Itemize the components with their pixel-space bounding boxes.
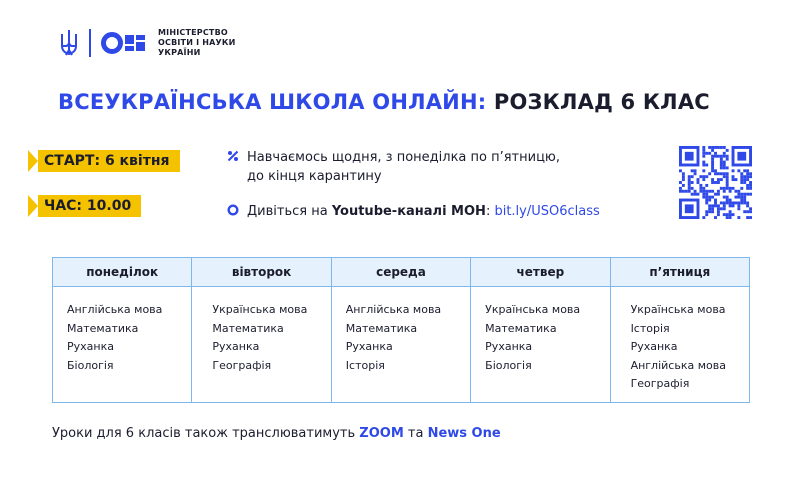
lessons-thursday [471,287,610,403]
watch-info: Дивіться на Youtube-каналі МОН: bit.ly/USO6class [227,202,600,221]
lesson-item: Історія [630,321,670,335]
lessons-friday [610,287,749,403]
lesson-item: Руханка [212,340,260,353]
schedule-table [52,257,750,403]
lessons-tuesday [192,287,331,403]
title-part2: РОЗКЛАД 6 КЛАС [493,90,710,114]
lesson-item: Українська мова [485,303,581,316]
day-header: п’ятниця [610,258,749,287]
study-info: Навчаємось щодня, з понеділка по п’ятницю, до кінця карантину [227,148,560,186]
lesson-item: Англійська мова [630,358,726,372]
footer-note: Уроки для 6 класів також транслюватимуть ZOOM та News One [52,426,501,441]
page-title [58,90,710,114]
day-header: четвер [471,258,610,287]
lesson-item: Руханка [67,340,114,353]
qr-code[interactable] [679,146,752,219]
lesson-item: Біологія [485,358,532,372]
zoom-label: ZOOM [359,426,404,441]
header [58,28,236,58]
header-divider [89,29,91,57]
percent-icon [227,150,239,162]
lesson-item: Математика [67,321,139,335]
lesson-item: Українська мова [212,303,308,316]
lesson-item: Географія [212,358,272,372]
day-header: вівторок [192,258,331,287]
day-header: середа [331,258,470,287]
start-badge: СТАРТ: 6 квітня [28,150,180,172]
lesson-item: Математика [485,321,557,335]
ministry-name: МІНІСТЕРСТВО ОСВІТИ І НАУКИ УКРАЇНИ [158,28,236,57]
table-header-row [53,258,750,287]
lesson-item: Англійська мова [345,303,442,316]
lesson-item: Географія [630,377,690,390]
lesson-item: Біологія [67,358,114,372]
lesson-item: Англійська мова [67,303,163,316]
day-header: понеділок [53,258,192,287]
lesson-item: Математика [212,321,284,335]
time-badge: ЧАС: 10.00 [28,195,141,217]
channel-link[interactable]: bit.ly/USO6class [494,204,600,219]
youtube-channel: Youtube-каналі МОН [331,204,486,219]
lesson-item: Руханка [485,340,533,353]
title-part1: ВСЕУКРАЇНСЬКА ШКОЛА ОНЛАЙН: [58,90,487,114]
lesson-item: Руханка [345,340,393,353]
lessons-monday [53,287,192,403]
table-row [53,287,750,403]
lesson-item: Українська мова [630,303,726,316]
lesson-item: Математика [345,321,418,335]
lessons-wednesday [331,287,470,403]
trident-icon [58,28,80,58]
mon-logo-icon [100,31,148,55]
newsone-label: News One [427,426,501,441]
lesson-item: Руханка [630,340,678,353]
lesson-item: Історія [345,358,385,372]
circle-icon [227,204,239,216]
